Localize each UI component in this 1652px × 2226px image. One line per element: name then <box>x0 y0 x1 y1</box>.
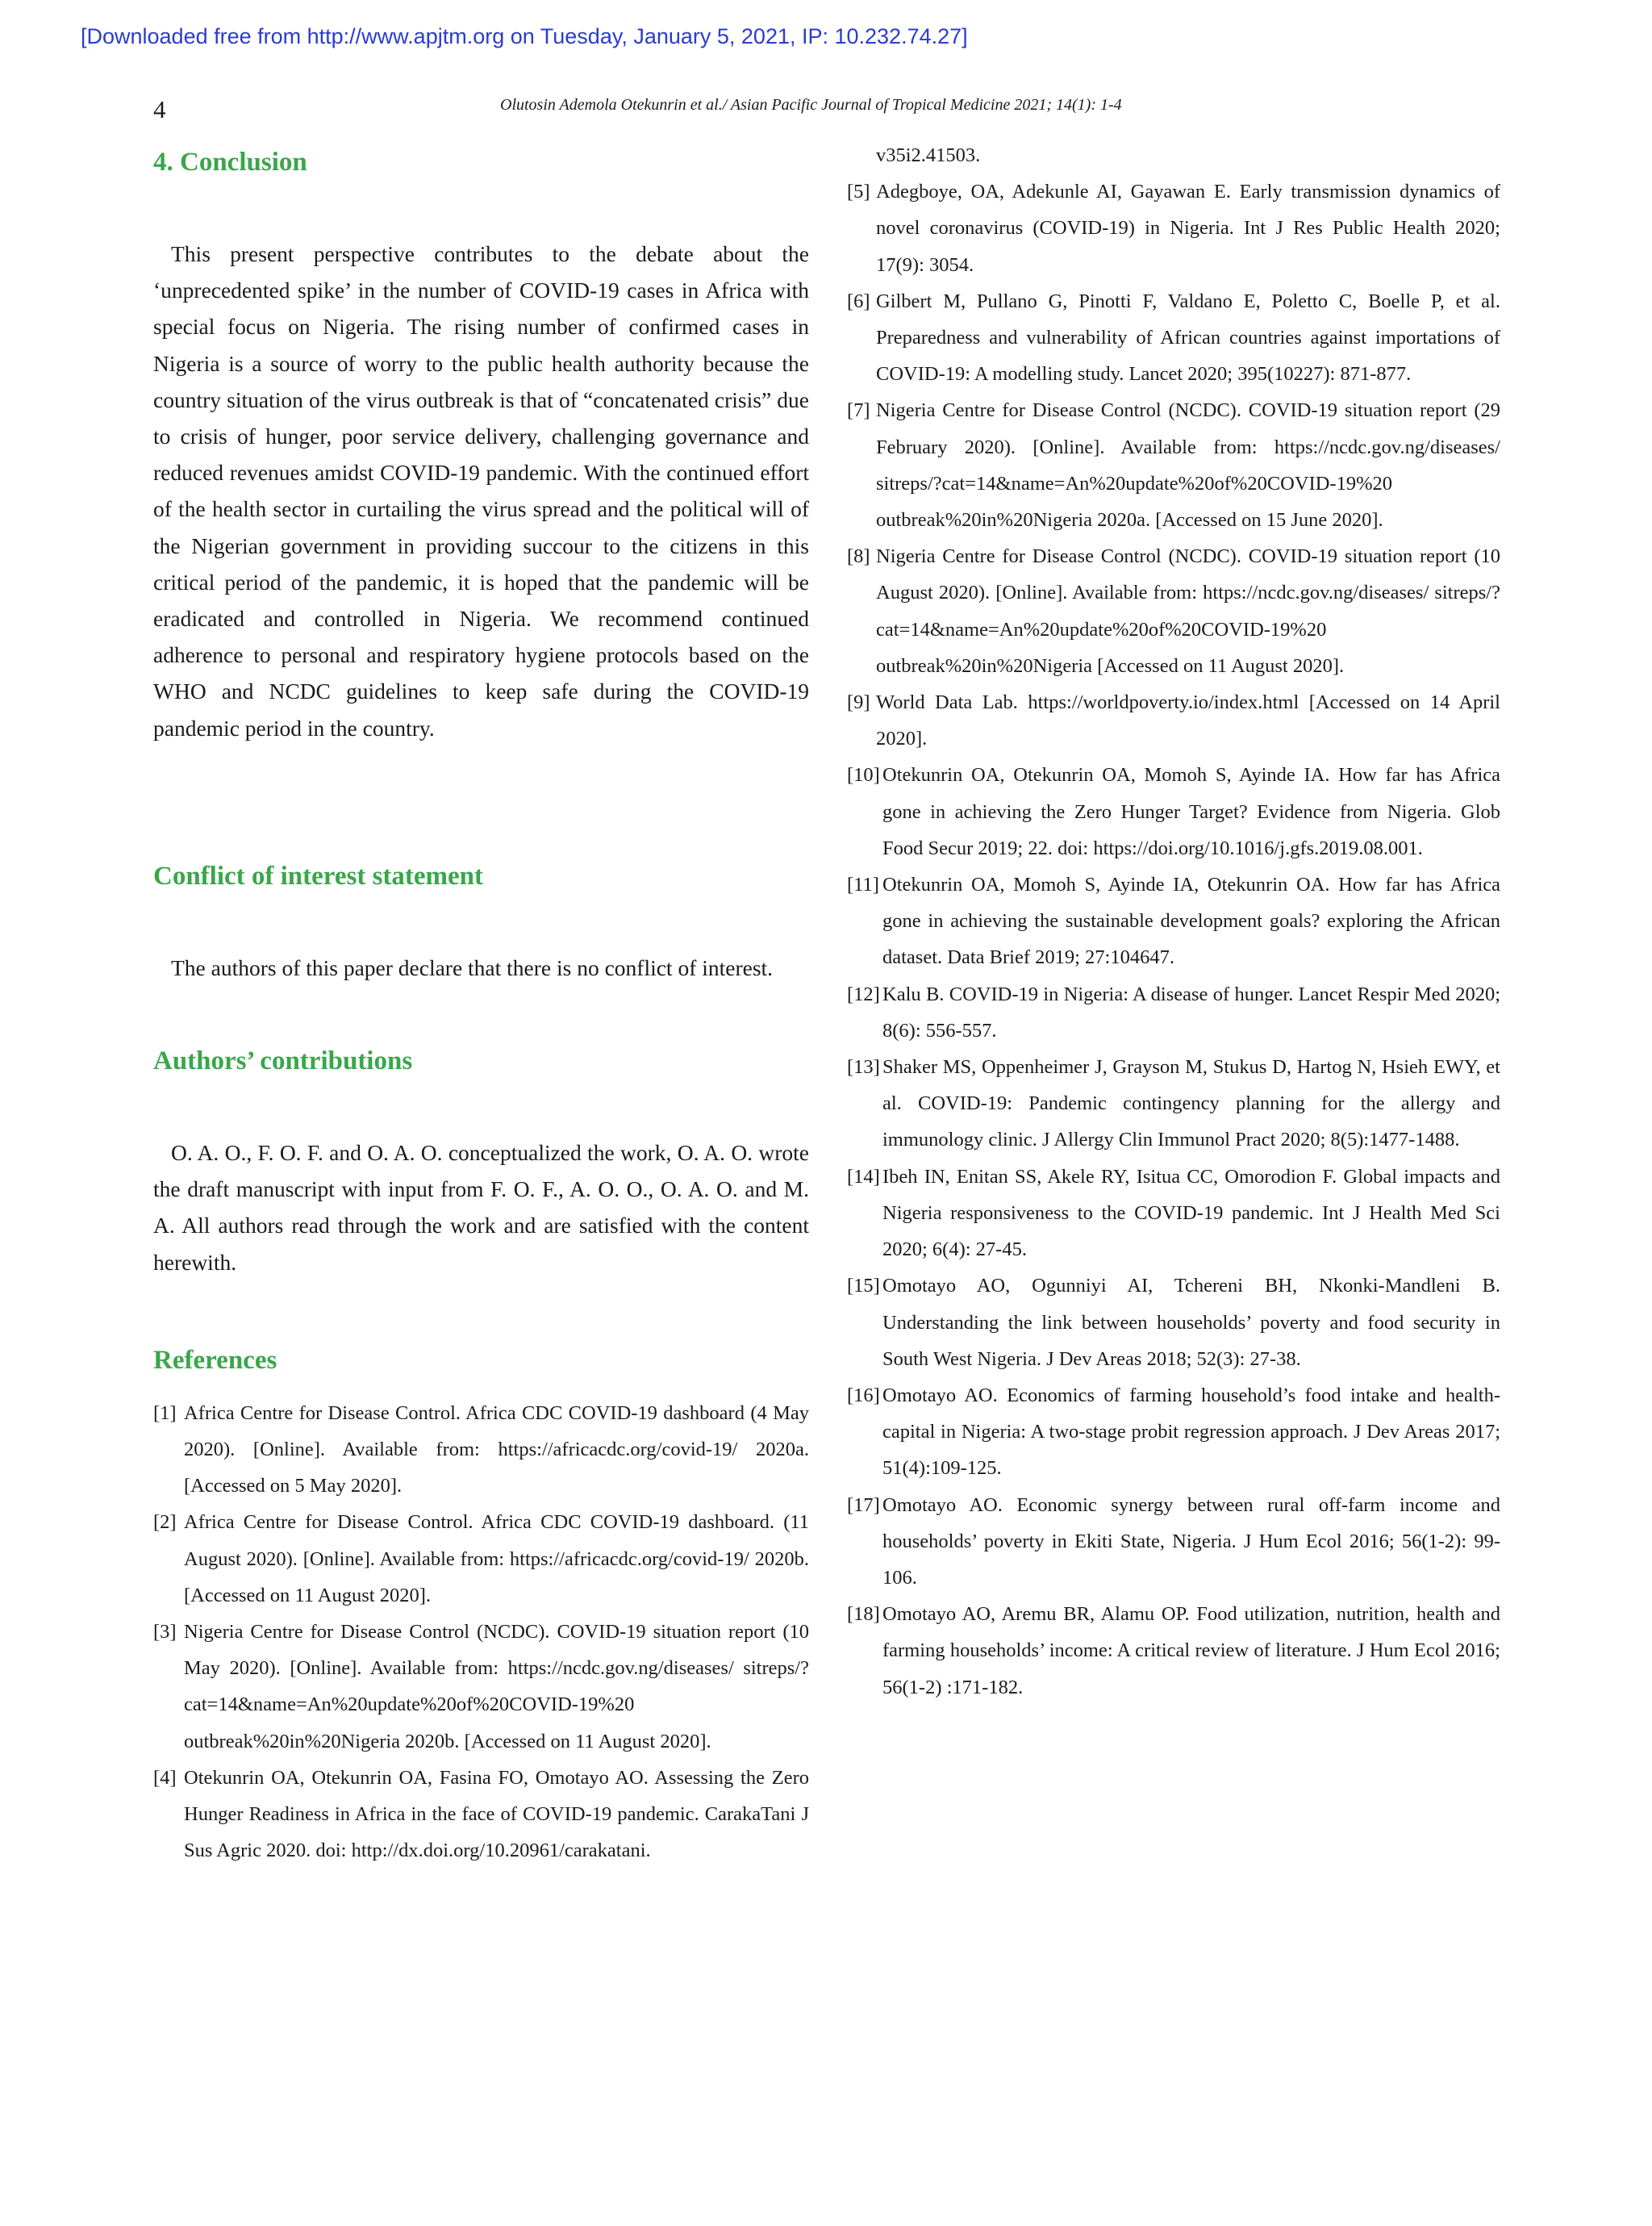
reference-item <box>847 1049 1500 1159</box>
reference-number: [6] <box>847 290 870 312</box>
reference-number: [5] <box>847 181 870 203</box>
reference-text: Otekunrin OA, Otekunrin OA, Momoh S, Ayinde IA. How far has Africa gone in achieving the Zero Hunger Target? Evidence from Nigeria. Glob Food Secur 2019; 22. doi: https://doi.org/10.1016/j.gfs.2019.08.001. <box>882 764 1500 859</box>
reference-text: Omotayo AO. Economics of farming household’s food intake and health-capital in Nigeria: A two-stage probit regression approach. J Dev Areas 2017; 51(4):109-125. <box>882 1384 1500 1480</box>
reference-number: [17] <box>847 1493 880 1516</box>
left-column <box>153 137 809 1869</box>
reference-item <box>847 1596 1500 1706</box>
reference-number: [7] <box>847 399 870 422</box>
reference-number: [1] <box>153 1401 177 1424</box>
reference-continuation: v35i2.41503. <box>876 144 981 166</box>
reference-item <box>847 867 1500 976</box>
reference-number: [3] <box>153 1621 177 1643</box>
reference-number: [13] <box>847 1056 880 1079</box>
reference-text: Otekunrin OA, Momoh S, Ayinde IA, Otekunrin OA. How far has Africa gone in achieving the sustainable development goals? exploring the African dataset. Data Brief 2019; 27:104647. <box>882 874 1500 969</box>
reference-item <box>847 1268 1500 1377</box>
contributions-text: O. A. O., F. O. F. and O. A. O. conceptualized the work, O. A. O. wrote the draft manuscript with input from F. O. F., A. O. O., O. A. O. and M. A. All authors read through the work and are satisfied with the content herewith. <box>153 1140 809 1275</box>
reference-number: [12] <box>847 983 880 1005</box>
reference-text: Omotayo AO, Ogunniyi AI, Tchereni BH, Nkonki-Mandleni B. Understanding the link between households’ poverty and food security in South West Nigeria. J Dev Areas 2018; 52(3): 27-38. <box>882 1275 1500 1370</box>
references-list-right <box>847 173 1500 1706</box>
reference-number: [11] <box>847 874 879 896</box>
reference-number: [15] <box>847 1275 880 1297</box>
reference-number: [14] <box>847 1165 880 1188</box>
reference-number: [9] <box>847 691 870 714</box>
reference-number: [4] <box>153 1766 177 1789</box>
conflict-text: The authors of this paper declare that there is no conflict of interest. <box>171 954 774 980</box>
reference-item <box>847 538 1500 684</box>
download-banner: [Downloaded free from http://www.apjtm.org on Tuesday, January 5, 2021, IP: 10.232.74.27] <box>81 24 968 48</box>
reference-text: Nigeria Centre for Disease Control (NCDC). COVID-19 situation report (10 August 2020). [Online]. Available from: https://ncdc.gov.ng/diseases/ sitreps/?cat=14&name=An%20update%20of%20COVID-19%20 outbreak%20in%20Nigeria [Accessed on 11 August 2020]. <box>876 545 1500 677</box>
reference-text: Kalu B. COVID-19 in Nigeria: A disease of hunger. Lancet Respir Med 2020; 8(6): 556-557. <box>882 983 1500 1042</box>
conclusion-text: This present perspective contributes to the debate about the ‘unprecedented spike’ in the number of COVID-19 cases in Africa with special focus on Nigeria. The rising number of confirmed cases in Nigeria is a source of worry to the public health authority because the country situation of the virus outbreak is that of “concatenated crisis” due to crisis of hunger, poor service delivery, challenging governance and reduced revenues amidst COVID-19 pandemic. With the continued effort of the health sector in curtailing the virus spread and the political will of the Nigerian government in providing succour to the citizens in this critical period of the pandemic, it is hoped that the pandemic will be eradicated and controlled in Nigeria. We recommend continued adherence to personal and respiratory hygiene protocols based on the WHO and NCDC guidelines to keep safe during the COVID-19 pandemic period in the country. <box>153 241 809 741</box>
reference-text: Ibeh IN, Enitan SS, Akele RY, Isitua CC, Omorodion F. Global impacts and Nigeria responsiveness to the COVID-19 pandemic. Int J Health Med Sci 2020; 6(4): 27-45. <box>882 1165 1500 1261</box>
reference-text: Nigeria Centre for Disease Control (NCDC). COVID-19 situation report (10 May 2020). [Online]. Available from: https://ncdc.gov.ng/diseases/ sitreps/?cat=14&name=An%20update%20of%20COVID-19%20 outbreak%20in%20Nigeria 2020b. [Accessed on 11 August 2020]. <box>184 1621 809 1752</box>
page-number: 4 <box>153 95 166 123</box>
reference-item <box>153 1504 809 1614</box>
running-header: Olutosin Ademola Otekunrin et al./ Asian Pacific Journal of Tropical Medicine 2021; 14(1): 1-4 <box>500 96 1122 114</box>
reference-number: [2] <box>153 1511 177 1534</box>
reference-item <box>847 173 1500 283</box>
reference-item <box>153 1395 809 1505</box>
reference-item <box>847 1377 1500 1487</box>
reference-text: World Data Lab. https://worldpoverty.io/index.html [Accessed on 14 April 2020]. <box>876 691 1500 750</box>
reference-text: Shaker MS, Oppenheimer J, Grayson M, Stukus D, Hartog N, Hsieh EWY, et al. COVID-19: Pandemic contingency planning for the allergy and immunology clinic. J Allergy Clin Immunol Pract 2020; 8(5):1477-1488. <box>882 1056 1500 1151</box>
conflict-heading: Conflict of interest statement <box>153 861 484 891</box>
references-list-left <box>153 1395 809 1869</box>
reference-text: Omotayo AO. Economic synergy between rural off-farm income and households’ poverty in Ekiti State, Nigeria. J Hum Ecol 2016; 56(1-2): 99-106. <box>882 1493 1500 1589</box>
reference-item <box>153 1760 809 1869</box>
contributions-heading: Authors’ contributions <box>153 1046 413 1076</box>
conclusion-heading: 4. Conclusion <box>153 148 307 177</box>
reference-number: [18] <box>847 1603 880 1626</box>
reference-text: Gilbert M, Pullano G, Pinotti F, Valdano E, Poletto C, Boelle P, et al. Preparedness and vulnerability of African countries against importations of COVID-19: A modelling study. Lancet 2020; 395(10227): 871-877. <box>876 290 1500 386</box>
reference-text: Otekunrin OA, Otekunrin OA, Fasina FO, Omotayo AO. Assessing the Zero Hunger Readiness in Africa in the face of COVID-19 pandemic. CarakaTani J Sus Agric 2020. doi: http://dx.doi.org/10.20961/carakatani. <box>184 1766 809 1862</box>
reference-number: [10] <box>847 764 880 787</box>
reference-text: Nigeria Centre for Disease Control (NCDC). COVID-19 situation report (29 February 2020). [Online]. Available from: https://ncdc.gov.ng/diseases/ sitreps/?cat=14&name=An%20update%20of%20COVID-19%20 outbreak%20in%20Nigeria 2020a. [Accessed on 15 June 2020]. <box>876 399 1500 532</box>
reference-text: Adegboye, OA, Adekunle AI, Gayawan E. Early transmission dynamics of novel coronavirus (COVID-19) in Nigeria. Int J Res Public Health 2020; 17(9): 3054. <box>876 181 1500 276</box>
reference-item <box>847 976 1500 1049</box>
reference-number: [8] <box>847 545 870 568</box>
references-heading: References <box>153 1345 277 1375</box>
reference-number: [16] <box>847 1384 880 1406</box>
reference-item <box>847 283 1500 393</box>
reference-item <box>153 1614 809 1760</box>
reference-text: Africa Centre for Disease Control. Africa CDC COVID-19 dashboard. (11 August 2020). [Online]. Available from: https://africacdc.org/covid-19/ 2020b. [Accessed on 11 August 2020]. <box>184 1511 809 1606</box>
reference-item <box>847 392 1500 538</box>
reference-text: Africa Centre for Disease Control. Africa CDC COVID-19 dashboard (4 May 2020). [Online]. Available from: https://africacdc.org/covid-19/ 2020a. [Accessed on 5 May 2020]. <box>184 1401 809 1497</box>
right-column <box>847 137 1500 1706</box>
reference-item <box>847 757 1500 867</box>
reference-item <box>847 1159 1500 1268</box>
reference-item <box>847 684 1500 757</box>
reference-text: Omotayo AO, Aremu BR, Alamu OP. Food utilization, nutrition, health and farming households’ income: A critical review of literature. J Hum Ecol 2016; 56(1-2) :171-182. <box>882 1603 1500 1698</box>
reference-item <box>847 1487 1500 1597</box>
